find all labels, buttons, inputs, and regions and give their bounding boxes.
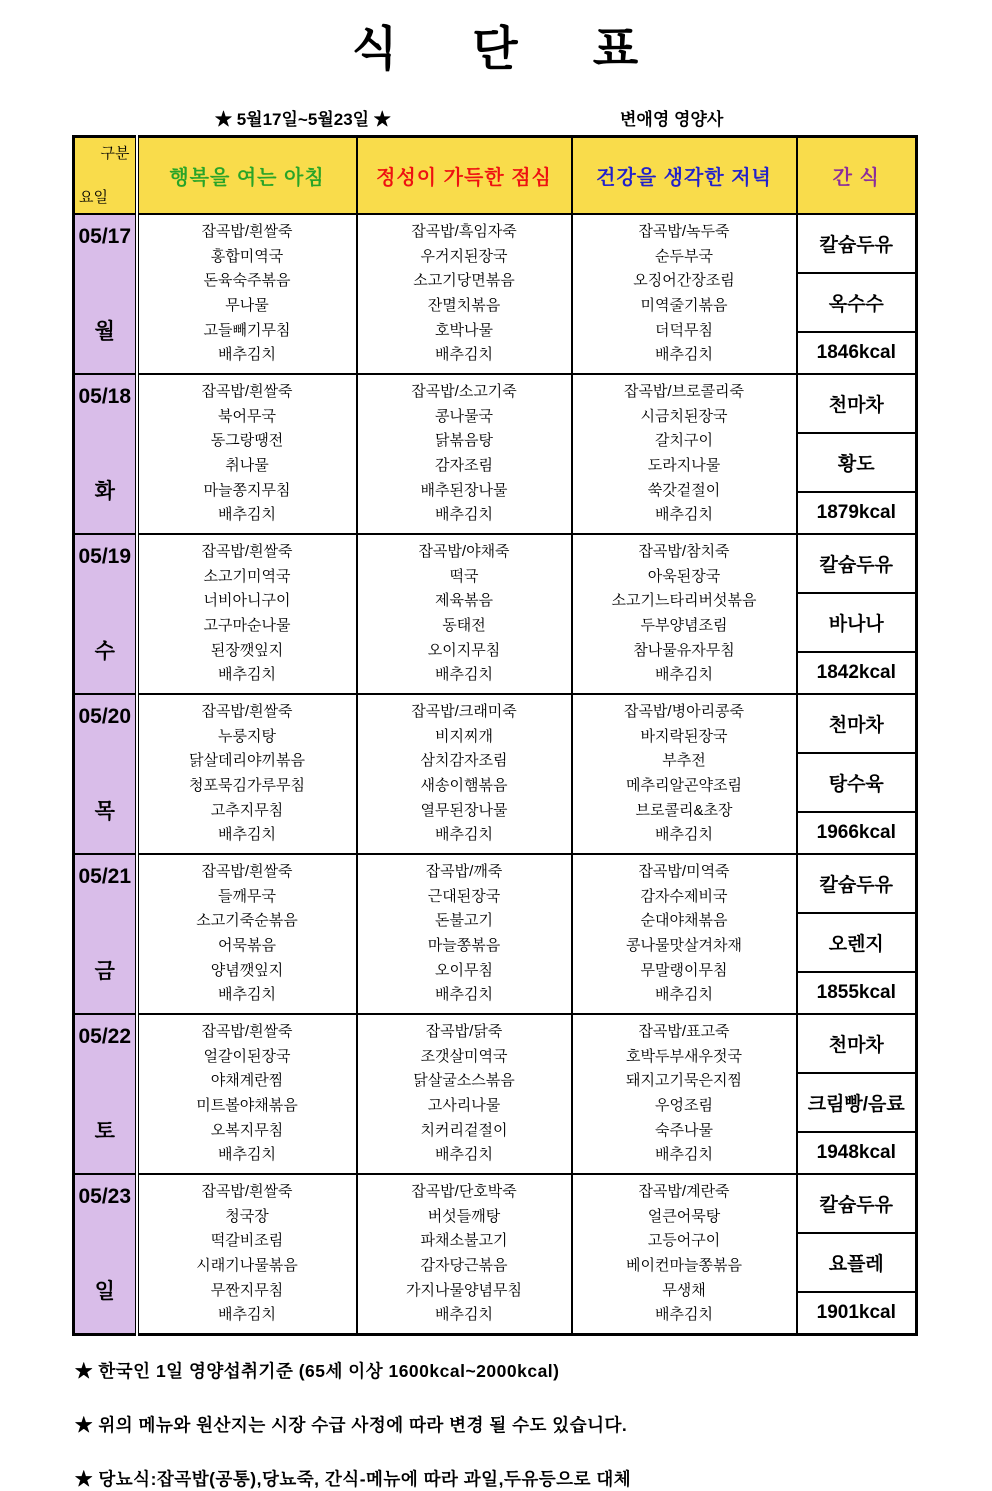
dinner-menu-cell <box>572 534 797 694</box>
menu-item: 배추김치 <box>655 506 713 524</box>
corner-label-category: 구분 <box>100 145 130 162</box>
menu-item: 브로콜리&초장 <box>635 801 733 819</box>
menu-item: 오이무침 <box>435 961 493 979</box>
lunch-menu-cell <box>357 374 572 534</box>
menu-item: 고사리나물 <box>427 1097 501 1114</box>
snack-cell-1: 천마차 <box>797 374 917 433</box>
menu-item: 더덕무침 <box>655 321 713 339</box>
snack-cell-1: 칼슘두유 <box>797 854 917 913</box>
day-name: 일 <box>94 1280 115 1303</box>
menu-item: 돈불고기 <box>435 912 493 930</box>
menu-item: 야채계란찜 <box>210 1072 284 1090</box>
menu-item: 잡곡밥/흰쌀죽 <box>201 703 293 721</box>
snack-cell-2: 옥수수 <box>797 273 917 332</box>
menu-item: 잡곡밥/크래미죽 <box>411 703 517 721</box>
lunch-menu-cell <box>357 854 572 1014</box>
menu-item: 잡곡밥/참치죽 <box>638 543 730 561</box>
menu-item: 배추김치 <box>435 666 493 684</box>
menu-item: 들깨무국 <box>218 887 276 905</box>
menu-item: 바지락된장국 <box>640 727 728 745</box>
snack-cell-2: 오렌지 <box>797 913 917 972</box>
menu-item: 무나물 <box>225 297 269 314</box>
menu-item: 배추김치 <box>435 346 493 364</box>
menu-item: 마늘쫑볶음 <box>427 937 501 954</box>
menu-item: 마늘쫑지무침 <box>203 481 291 499</box>
breakfast-menu-cell <box>137 534 357 694</box>
day-row-05-20 <box>74 694 917 753</box>
menu-item: 배추김치 <box>435 506 493 524</box>
menu-item: 동태전 <box>442 617 486 634</box>
table-header-row <box>74 137 917 215</box>
menu-item: 베이컨마늘쫑볶음 <box>626 1257 742 1274</box>
menu-item: 잡곡밥/브로콜리죽 <box>623 383 745 401</box>
menu-item: 배추김치 <box>435 1306 493 1324</box>
menu-item: 배추김치 <box>655 1146 713 1164</box>
kcal-cell: 1842kcal <box>797 652 917 694</box>
kcal-cell: 1901kcal <box>797 1292 917 1335</box>
corner-cell <box>74 137 137 215</box>
menu-item: 근대된장국 <box>427 887 501 905</box>
menu-item: 감자조림 <box>435 457 493 474</box>
menu-item: 시래기나물볶음 <box>196 1257 298 1274</box>
menu-item: 잡곡밥/닭죽 <box>425 1023 503 1041</box>
lunch-menu-cell <box>357 214 572 374</box>
day-row-05-22 <box>74 1014 917 1073</box>
menu-item: 배추김치 <box>655 666 713 684</box>
day-cell <box>74 854 137 1014</box>
menu-item: 양념깻잎지 <box>210 961 284 979</box>
menu-item: 우거지된장국 <box>420 247 508 265</box>
menu-item: 고등어구이 <box>647 1232 721 1250</box>
menu-item: 무생채 <box>662 1281 706 1299</box>
menu-item: 도라지나물 <box>647 457 721 474</box>
menu-item: 감자당근볶음 <box>420 1257 508 1274</box>
day-row-05-18 <box>74 374 917 433</box>
menu-item: 잔멸치볶음 <box>427 297 501 314</box>
lunch-menu-cell <box>357 694 572 854</box>
menu-item: 콩나물국 <box>435 407 493 425</box>
menu-item: 우엉조림 <box>655 1097 713 1114</box>
footnote-1: ★ 한국인 1일 영양섭취기준 (65세 이상 1600kcal~2000kcal) <box>75 1361 560 1381</box>
menu-item: 잡곡밥/흰쌀죽 <box>201 383 293 401</box>
snack-cell-1: 칼슘두유 <box>797 534 917 593</box>
menu-item: 미트볼야채볶음 <box>196 1097 298 1114</box>
menu-item: 얼큰어묵탕 <box>647 1207 721 1225</box>
menu-item: 잡곡밥/흰쌀죽 <box>201 543 293 561</box>
snack-cell-2: 요플레 <box>797 1233 917 1292</box>
menu-item: 배추김치 <box>218 1146 276 1164</box>
column-header-breakfast: 행복을 여는 아침 <box>137 137 357 215</box>
day-cell <box>74 1174 137 1335</box>
snack-cell-1: 천마차 <box>797 694 917 753</box>
menu-item: 오복지무침 <box>210 1121 284 1139</box>
menu-item: 고들빼기무침 <box>203 321 291 339</box>
menu-item: 버섯들깨탕 <box>427 1207 501 1225</box>
lunch-menu-cell <box>357 534 572 694</box>
menu-item: 무짠지무침 <box>210 1281 284 1299</box>
menu-item: 떡국 <box>449 567 479 585</box>
menu-item: 순대야채볶음 <box>640 912 728 930</box>
footnote-3: ★ 당뇨식:잡곡밥(공통),당뇨죽, 간식-메뉴에 따라 과일,두유등으로 대체 <box>75 1469 632 1489</box>
corner-label-weekday: 요일 <box>79 189 108 206</box>
day-date: 05/20 <box>78 705 132 728</box>
day-row-05-19 <box>74 534 917 593</box>
menu-item: 삼치감자조림 <box>420 752 508 770</box>
menu-item: 너비아니구이 <box>203 592 291 610</box>
menu-item: 닭살데리야끼볶음 <box>189 752 305 770</box>
snack-cell-2: 바나나 <box>797 593 917 652</box>
column-header-snack: 간 식 <box>797 137 917 215</box>
day-row-05-17 <box>74 214 917 273</box>
menu-item: 누룽지탕 <box>218 727 276 745</box>
menu-item: 북어무국 <box>218 407 276 425</box>
menu-item: 오이지무침 <box>427 641 501 659</box>
column-header-lunch: 정성이 가득한 점심 <box>357 137 572 215</box>
snack-cell-2: 황도 <box>797 433 917 492</box>
kcal-cell: 1948kcal <box>797 1132 917 1174</box>
dinner-menu-cell <box>572 214 797 374</box>
menu-item: 잡곡밥/야채죽 <box>418 543 510 561</box>
menu-item: 오징어간장조림 <box>633 272 735 290</box>
menu-item: 배추김치 <box>435 826 493 844</box>
menu-item: 배추김치 <box>655 346 713 364</box>
menu-item: 새송이햄볶음 <box>420 777 508 794</box>
menu-item: 동그랑땡전 <box>210 432 284 450</box>
day-cell <box>74 214 137 374</box>
menu-item: 배추김치 <box>655 826 713 844</box>
day-cell <box>74 1014 137 1174</box>
day-name: 목 <box>94 800 115 823</box>
snack-cell-1: 칼슘두유 <box>797 214 917 273</box>
menu-item: 어묵볶음 <box>218 937 276 954</box>
menu-item: 미역줄기볶음 <box>640 297 728 314</box>
menu-item: 잡곡밥/흑임자죽 <box>411 223 517 241</box>
day-date: 05/21 <box>78 865 132 888</box>
day-cell <box>74 534 137 694</box>
menu-item: 잡곡밥/표고죽 <box>638 1023 730 1041</box>
breakfast-menu-cell <box>137 694 357 854</box>
menu-item: 소고기당면볶음 <box>413 272 515 290</box>
day-name: 수 <box>94 640 115 663</box>
day-name: 월 <box>94 320 115 343</box>
day-date: 05/17 <box>78 225 132 248</box>
menu-item: 부추전 <box>662 752 706 770</box>
breakfast-menu-cell <box>137 214 357 374</box>
menu-item: 소고기미역국 <box>203 567 291 585</box>
menu-item: 비지찌개 <box>435 727 493 745</box>
menu-item: 잡곡밥/흰쌀죽 <box>201 1023 293 1041</box>
menu-item: 돈육숙주볶음 <box>203 272 291 290</box>
dinner-menu-cell <box>572 1014 797 1174</box>
breakfast-menu-cell <box>137 1174 357 1335</box>
day-date: 05/22 <box>78 1025 132 1048</box>
dinner-menu-cell <box>572 854 797 1014</box>
menu-item: 파채소불고기 <box>420 1232 508 1250</box>
menu-item: 잡곡밥/소고기죽 <box>411 383 517 401</box>
day-name: 화 <box>94 480 115 503</box>
breakfast-menu-cell <box>137 1014 357 1174</box>
dinner-menu-cell <box>572 1174 797 1335</box>
menu-item: 순두부국 <box>655 247 713 265</box>
breakfast-menu-cell <box>137 374 357 534</box>
subtitle-row <box>0 105 992 135</box>
kcal-cell: 1855kcal <box>797 972 917 1014</box>
date-range-label: ★ 5월17일~5월23일 ★ <box>215 110 391 129</box>
menu-item: 취나물 <box>225 457 269 474</box>
day-date: 05/18 <box>78 385 132 408</box>
menu-item: 청국장 <box>225 1207 269 1225</box>
menu-item: 잡곡밥/녹두죽 <box>638 223 730 241</box>
menu-item: 시금치된장국 <box>640 407 728 425</box>
menu-item: 메추리알곤약조림 <box>626 777 742 794</box>
menu-item: 돼지고기묵은지찜 <box>626 1072 742 1090</box>
column-header-dinner: 건강을 생각한 저녁 <box>572 137 797 215</box>
menu-item: 배추김치 <box>435 1146 493 1164</box>
menu-item: 감자수제비국 <box>640 887 728 905</box>
menu-item: 콩나물맛살겨차재 <box>626 937 742 954</box>
menu-item: 잡곡밥/병아리콩죽 <box>623 703 745 721</box>
menu-item: 소고기느타리버섯볶음 <box>611 592 757 610</box>
menu-item: 참나물유자무침 <box>633 641 735 659</box>
breakfast-menu-cell <box>137 854 357 1014</box>
menu-item: 고추지무침 <box>210 801 284 819</box>
menu-item: 잡곡밥/흰쌀죽 <box>201 223 293 241</box>
menu-item: 무말랭이무침 <box>640 961 728 979</box>
page-title: 식 단 표 <box>351 22 641 75</box>
day-date: 05/19 <box>78 545 132 568</box>
snack-cell-2: 크림빵/음료 <box>797 1073 917 1132</box>
menu-item: 숙주나물 <box>655 1121 713 1139</box>
day-name: 토 <box>94 1120 115 1143</box>
menu-item: 가지나물양념무침 <box>406 1281 522 1299</box>
dinner-menu-cell <box>572 374 797 534</box>
menu-item: 잡곡밥/단호박죽 <box>411 1183 517 1201</box>
menu-item: 잡곡밥/계란죽 <box>638 1183 730 1201</box>
day-row-05-23 <box>74 1174 917 1233</box>
menu-item: 고구마순나물 <box>203 617 291 634</box>
menu-item: 소고기죽순볶음 <box>196 912 298 930</box>
snack-cell-1: 칼슘두유 <box>797 1174 917 1233</box>
menu-item: 두부양념조림 <box>640 617 728 634</box>
day-cell <box>74 694 137 854</box>
kcal-cell: 1879kcal <box>797 492 917 534</box>
nutritionist-label: 변애영 영양사 <box>620 110 724 129</box>
snack-cell-2: 탕수육 <box>797 753 917 812</box>
footnote-2: ★ 위의 메뉴와 원산지는 시장 수급 사정에 따라 변경 될 수도 있습니다. <box>75 1415 628 1435</box>
menu-item: 잡곡밥/흰쌀죽 <box>201 1183 293 1201</box>
menu-item: 배추김치 <box>218 506 276 524</box>
menu-item: 제육볶음 <box>435 592 493 610</box>
menu-item: 배추김치 <box>655 1306 713 1324</box>
menu-item: 열무된장나물 <box>420 801 508 819</box>
menu-item: 닭살굴소스볶음 <box>413 1072 515 1090</box>
day-row-05-21 <box>74 854 917 913</box>
menu-item: 홍합미역국 <box>210 247 284 265</box>
menu-item: 쑥갓겉절이 <box>647 481 721 499</box>
menu-item: 잡곡밥/흰쌀죽 <box>201 863 293 881</box>
lunch-menu-cell <box>357 1014 572 1174</box>
menu-item: 배추된장나물 <box>420 481 508 499</box>
menu-item: 떡갈비조림 <box>210 1232 284 1250</box>
kcal-cell: 1966kcal <box>797 812 917 854</box>
menu-item: 배추김치 <box>218 826 276 844</box>
dinner-menu-cell <box>572 694 797 854</box>
menu-table-body <box>74 214 917 1335</box>
menu-item: 아욱된장국 <box>647 567 721 585</box>
menu-item: 된장깻잎지 <box>210 641 284 659</box>
menu-item: 배추김치 <box>218 346 276 364</box>
day-name: 금 <box>94 960 115 983</box>
menu-item: 갈치구이 <box>655 432 713 450</box>
menu-item: 배추김치 <box>655 986 713 1004</box>
menu-item: 닭볶음탕 <box>435 432 493 450</box>
menu-item: 청포묵김가루무침 <box>189 777 305 794</box>
menu-item: 배추김치 <box>435 986 493 1004</box>
footnotes <box>75 1358 992 1491</box>
lunch-menu-cell <box>357 1174 572 1335</box>
menu-item: 얼갈이된장국 <box>203 1047 291 1065</box>
menu-item: 배추김치 <box>218 1306 276 1324</box>
menu-item: 호박두부새우젓국 <box>626 1047 742 1065</box>
menu-item: 치커리겉절이 <box>420 1121 508 1139</box>
menu-item: 잡곡밥/미역죽 <box>638 863 730 881</box>
menu-item: 배추김치 <box>218 666 276 684</box>
menu-item: 잡곡밥/깨죽 <box>425 863 503 881</box>
kcal-cell: 1846kcal <box>797 332 917 374</box>
day-cell <box>74 374 137 534</box>
menu-item: 배추김치 <box>218 986 276 1004</box>
snack-cell-1: 천마차 <box>797 1014 917 1073</box>
day-date: 05/23 <box>78 1185 132 1208</box>
menu-item: 호박나물 <box>435 321 493 339</box>
meal-plan-table <box>72 135 918 1336</box>
menu-item: 조갯살미역국 <box>420 1047 508 1065</box>
